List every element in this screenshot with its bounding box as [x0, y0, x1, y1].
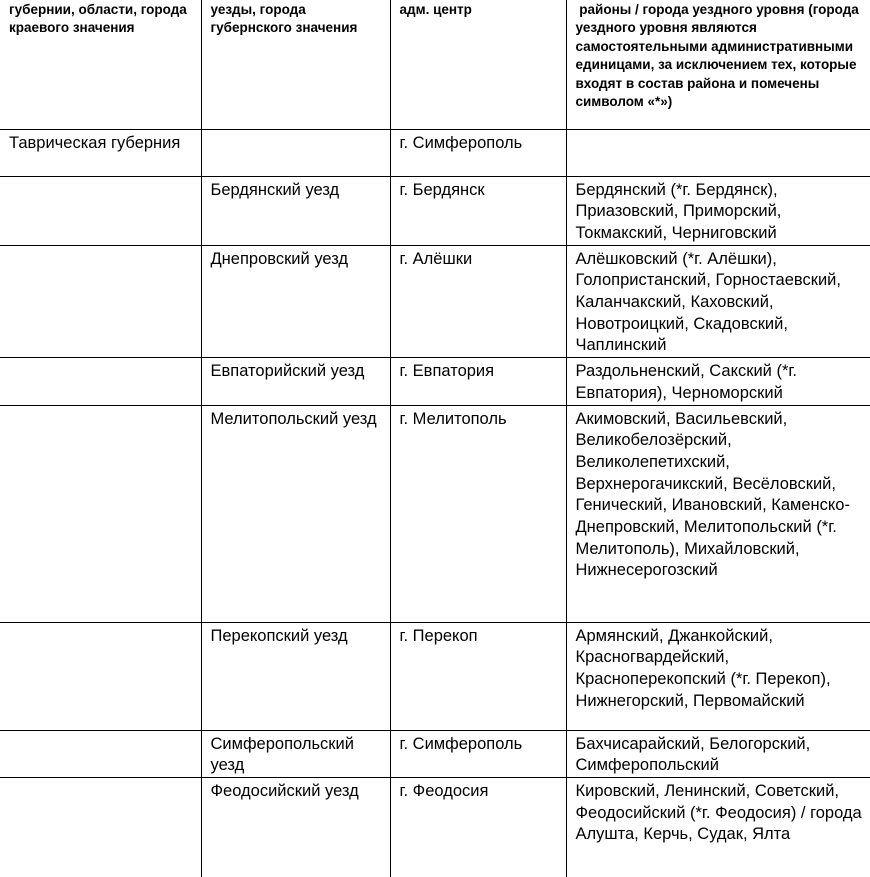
cell-districts: Кировский, Ленинский, Советский, Феодосийский (*г. Феодосия) / города Алушта, Керчь, Судак, Ялта [566, 777, 870, 877]
cell-uezd: Бердянский уезд [201, 176, 390, 245]
cell-center: г. Симферополь [390, 129, 566, 176]
cell-uezd: Мелитопольский уезд [201, 405, 390, 622]
cell-districts [566, 129, 870, 176]
cell-province [0, 358, 201, 405]
cell-province [0, 622, 201, 730]
table-row [0, 358, 870, 405]
cell-center: г. Феодосия [390, 777, 566, 877]
cell-uezd: Днепровский уезд [201, 245, 390, 358]
cell-province [0, 405, 201, 622]
table-row [0, 245, 870, 358]
cell-uezd: Евпаторийский уезд [201, 358, 390, 405]
table-row [0, 730, 870, 777]
cell-districts: Алёшковский (*г. Алёшки), Голопристанский, Горностаевский, Каланчакский, Каховский, Новотроицкий, Скадовский, Чаплинский [566, 245, 870, 358]
table-row [0, 622, 870, 730]
cell-center: г. Бердянск [390, 176, 566, 245]
cell-center: г. Мелитополь [390, 405, 566, 622]
table-row [0, 405, 870, 622]
table-row [0, 129, 870, 176]
cell-uezd: Перекопский уезд [201, 622, 390, 730]
cell-center: г. Симферополь [390, 730, 566, 777]
cell-uezd [201, 129, 390, 176]
header-districts: районы / города уездного уровня (города уездного уровня являются самостоятельными административными единицами, за исключением тех, которые входят в состав района и помечены символом «*») [566, 0, 870, 129]
cell-province [0, 245, 201, 358]
cell-province [0, 777, 201, 877]
header-uezds: уезды, города губернского значения [201, 0, 390, 129]
cell-province [0, 176, 201, 245]
cell-center: г. Алёшки [390, 245, 566, 358]
cell-districts: Раздольненский, Сакский (*г. Евпатория), Черноморский [566, 358, 870, 405]
cell-center: г. Перекоп [390, 622, 566, 730]
header-provinces: губернии, области, города краевого значения [0, 0, 201, 129]
cell-districts: Бахчисарайский, Белогорский, Симферопольский [566, 730, 870, 777]
cell-uezd: Феодосийский уезд [201, 777, 390, 877]
table-row [0, 176, 870, 245]
cell-province [0, 730, 201, 777]
cell-center: г. Евпатория [390, 358, 566, 405]
cell-districts: Бердянский (*г. Бердянск), Приазовский, Приморский, Токмакский, Черниговский [566, 176, 870, 245]
cell-province: Таврическая губерния [0, 129, 201, 176]
table-row [0, 777, 870, 877]
cell-districts: Акимовский, Васильевский, Великобелозёрский, Великолепетихский, Верхнерогачикский, Весёловский, Генический, Ивановский, Каменско-Днепровский, Мелитопольский (*г. Мелитополь), Михайловский, Нижнесерогозский [566, 405, 870, 622]
cell-uezd: Симферопольский уезд [201, 730, 390, 777]
cell-districts: Армянский, Джанкойский, Красногвардейский, Красноперекопский (*г. Перекоп), Нижнегорский, Первомайский [566, 622, 870, 730]
table-header-row [0, 0, 870, 129]
header-admin-center: адм. центр [390, 0, 566, 129]
